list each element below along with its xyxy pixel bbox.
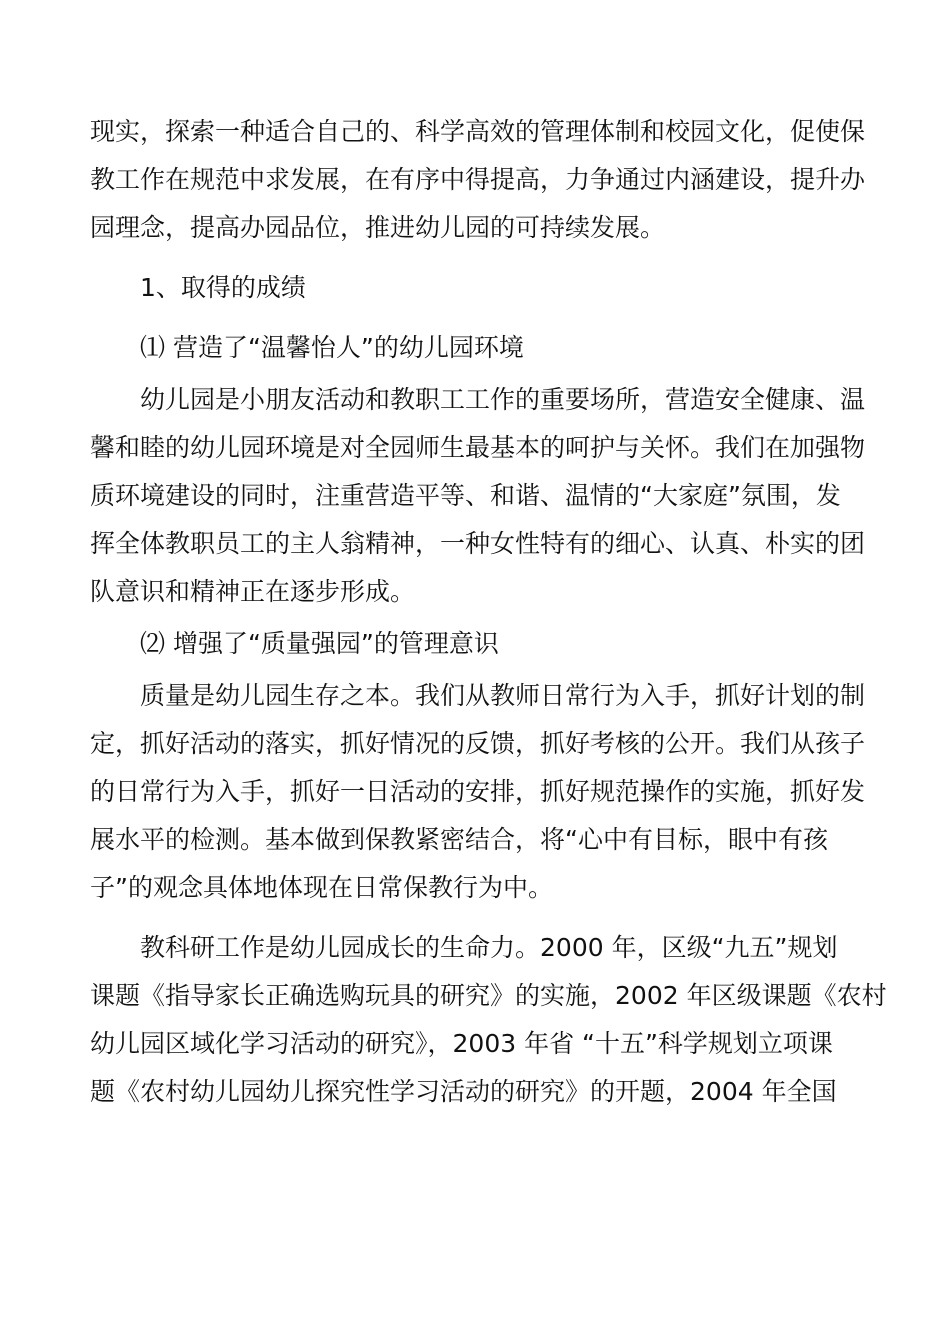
subheading-quality: ⑵ 增强了“质量强园”的管理意识	[140, 629, 499, 658]
text-line: 园理念，提高办园品位，推进幼儿园的可持续发展。	[90, 213, 666, 242]
paragraph-quality	[90, 672, 866, 912]
text-line: 挥全体教职员工的主人翁精神，一种女性特有的细心、认真、朴实的团	[90, 529, 866, 558]
section-heading: 1、取得的成绩	[140, 273, 306, 302]
intro-paragraph	[90, 108, 866, 252]
text-line: 幼儿园是小朋友活动和教职工工作的重要场所，营造安全健康、温	[140, 385, 866, 414]
text-line: 教科研工作是幼儿园成长的生命力。2000 年，区级“九五”规划	[140, 933, 838, 962]
text-line: 质量是幼儿园生存之本。我们从教师日常行为入手，抓好计划的制	[140, 681, 866, 710]
text-line: 质环境建设的同时，注重营造平等、和谐、温情的“大家庭”氛围，发	[90, 481, 841, 510]
text-line: 题《农村幼儿园幼儿探究性学习活动的研究》的开题，2004 年全国	[90, 1077, 837, 1106]
text-line: 幼儿园区域化学习活动的研究》，2003 年省 “十五”科学规划立项课	[90, 1029, 833, 1058]
paragraph-environment	[90, 376, 866, 616]
text-line: 队意识和精神正在逐步形成。	[90, 577, 416, 606]
document-page	[90, 108, 887, 1116]
text-line: 教工作在规范中求发展，在有序中得提高，力争通过内涵建设，提升办	[90, 165, 866, 194]
subheading-environment: ⑴ 营造了“温馨怡人”的幼儿园环境	[140, 333, 524, 362]
text-line: 现实，探索一种适合自己的、科学高效的管理体制和校园文化，促使保	[90, 117, 866, 146]
text-line: 馨和睦的幼儿园环境是对全园师生最基本的呵护与关怀。我们在加强物	[90, 433, 866, 462]
text-line: 子”的观念具体地体现在日常保教行为中。	[90, 873, 553, 902]
text-line: 展水平的检测。基本做到保教紧密结合，将“心中有目标，眼中有孩	[90, 825, 828, 854]
text-line: 定，抓好活动的落实，抓好情况的反馈，抓好考核的公开。我们从孩子	[90, 729, 866, 758]
text-line: 的日常行为入手，抓好一日活动的安排，抓好规范操作的实施，抓好发	[90, 777, 866, 806]
paragraph-research	[90, 924, 887, 1116]
text-line: 课题《指导家长正确选购玩具的研究》的实施，2002 年区级课题《农村	[90, 981, 887, 1010]
